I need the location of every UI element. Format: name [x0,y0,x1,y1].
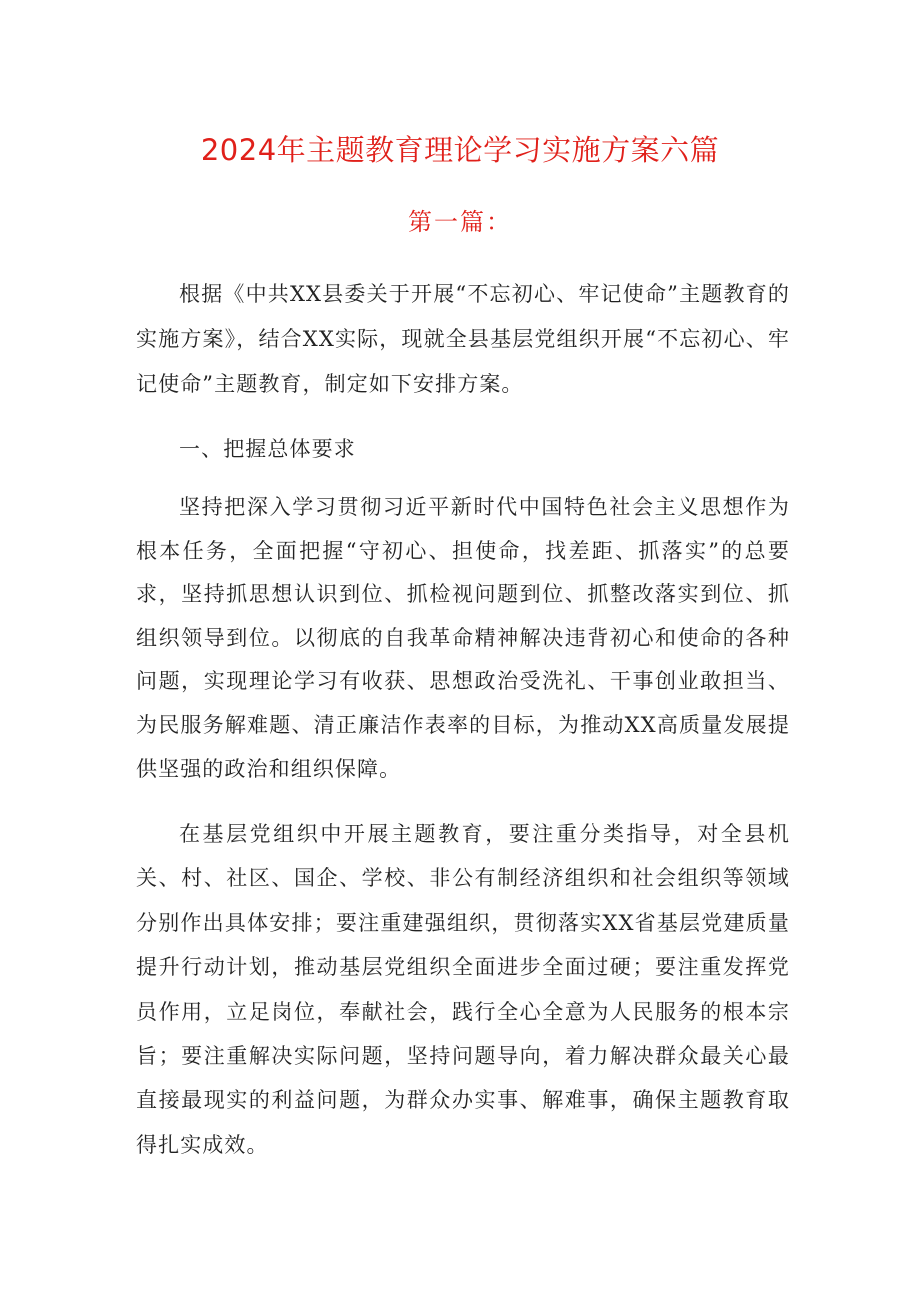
paragraph-guidance: 在基层党组织中开展主题教育，要注重分类指导，对全县机关、村、社区、国企、学校、非公有制经济组织和社会组织等领域分别作出具体安排；要注重建强组织，贯彻落实XX省基层党建质量提升行动计划，推动基层党组织全面进步全面过硬；要注重发挥党员作用，立足岗位，奉献社会，践行全心全意为人民服务的根本宗旨；要注重解决实际问题，坚持问题导向，着力解决群众最关心最直接最现实的利益问题，为群众办实事、解难事，确保主题教育取得扎实成效。 [136,822,790,1157]
document-subtitle: 第一篇： [408,208,512,236]
paragraph-intro: 根据《中共XX县委关于开展“不忘初心、牢记使命”主题教育的实施方案》，结合XX实际，现就全县基层党组织开展“不忘初心、牢记使命”主题教育，制定如下安排方案。 [136,282,790,396]
paragraph-requirements: 坚持把深入学习贯彻习近平新时代中国特色社会主义思想作为根本任务，全面把握“守初心、担使命，找差距、抓落实”的总要求，坚持抓思想认识到位、抓检视问题到位、抓整改落实到位、抓组织领导到位。以彻底的自我革命精神解决违背初心和使命的各种问题，实现理论学习有收获、思想政治受洗礼、干事创业敢担当、为民服务解难题、清正廉洁作表率的目标，为推动XX高质量发展提供坚强的政治和组织保障。 [136,495,790,781]
section-heading: 一、把握总体要求 [179,437,356,461]
document-title: 2024年主题教育理论学习实施方案六篇 [200,133,720,167]
